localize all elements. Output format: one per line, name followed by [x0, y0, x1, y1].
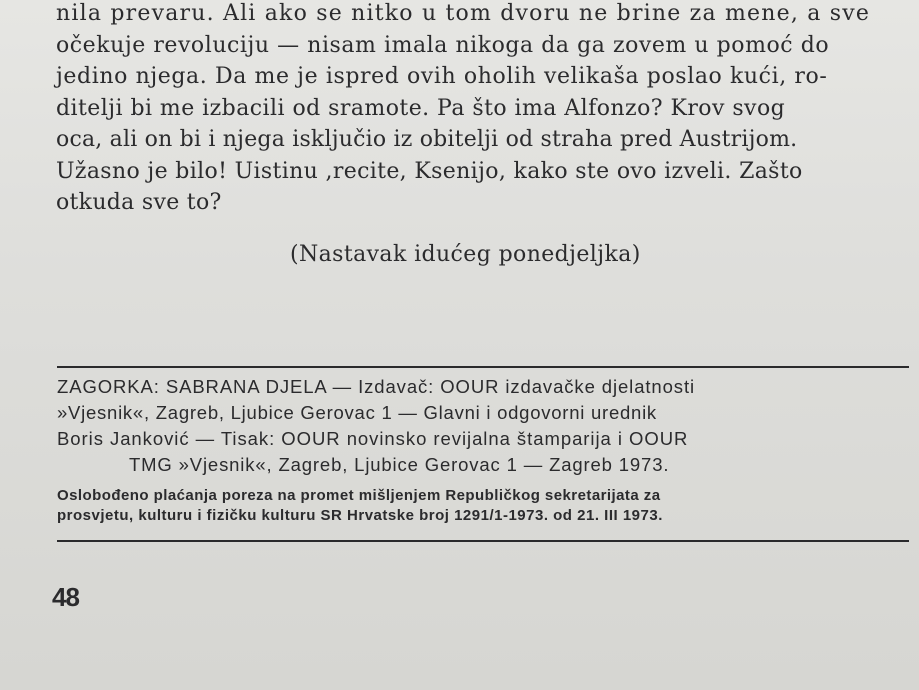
body-text-line: oca, ali on bi i njega isključio iz obitelji od straha pred Austrijom. — [56, 127, 798, 152]
body-text-line: otkuda sve to? — [56, 190, 222, 215]
colophon-line: TMG »Vjesnik«, Zagreb, Ljubice Gerovac 1 — Zagreb 1973. — [129, 454, 670, 475]
page-number: 48 — [52, 582, 79, 612]
colophon — [57, 374, 909, 478]
body-text-line: očekuje revoluciju — nisam imala nikoga da ga zovem u pomoć do — [56, 32, 830, 58]
tax-note-line: prosvjetu, kulturu i fizičku kulturu SR Hrvatske broj 1291/1-1973. od 21. III 1973. — [57, 507, 663, 524]
body-text-line: ditelji bi me izbacili od sramote. Pa što ima Alfonzo? Krov svog — [56, 95, 786, 121]
colophon-line: Boris Janković — Tisak: OOUR novinsko revijalna štamparija i OOUR — [57, 428, 689, 449]
body-text-line: nila prevaru. Ali ako se nitko u tom dvoru ne brine za mene, a sve — [56, 1, 871, 26]
continued-note: (Nastavak idućeg ponedjeljka) — [290, 242, 641, 267]
tax-note-line: Oslobođeno plaćanja poreza na promet mišljenjem Republičkog sekretarijata za — [57, 487, 661, 504]
top-divider — [57, 366, 909, 368]
tax-exemption-note — [57, 486, 909, 526]
body-text-line: jedino njega. Da me je ispred ovih oholih velikaša poslao kući, ro- — [56, 64, 828, 89]
colophon-line: ZAGORKA: SABRANA DJELA — Izdavač: OOUR izdavačke djelatnosti — [57, 376, 695, 397]
colophon-line: »Vjesnik«, Zagreb, Ljubice Gerovac 1 — Glavni i odgovorni urednik — [57, 402, 657, 423]
body-text — [56, 0, 906, 219]
bottom-divider — [57, 540, 909, 542]
body-text-line: Užasno je bilo! Uistinu ,recite, Ksenijo, kako ste ovo izveli. Zašto — [56, 158, 803, 184]
